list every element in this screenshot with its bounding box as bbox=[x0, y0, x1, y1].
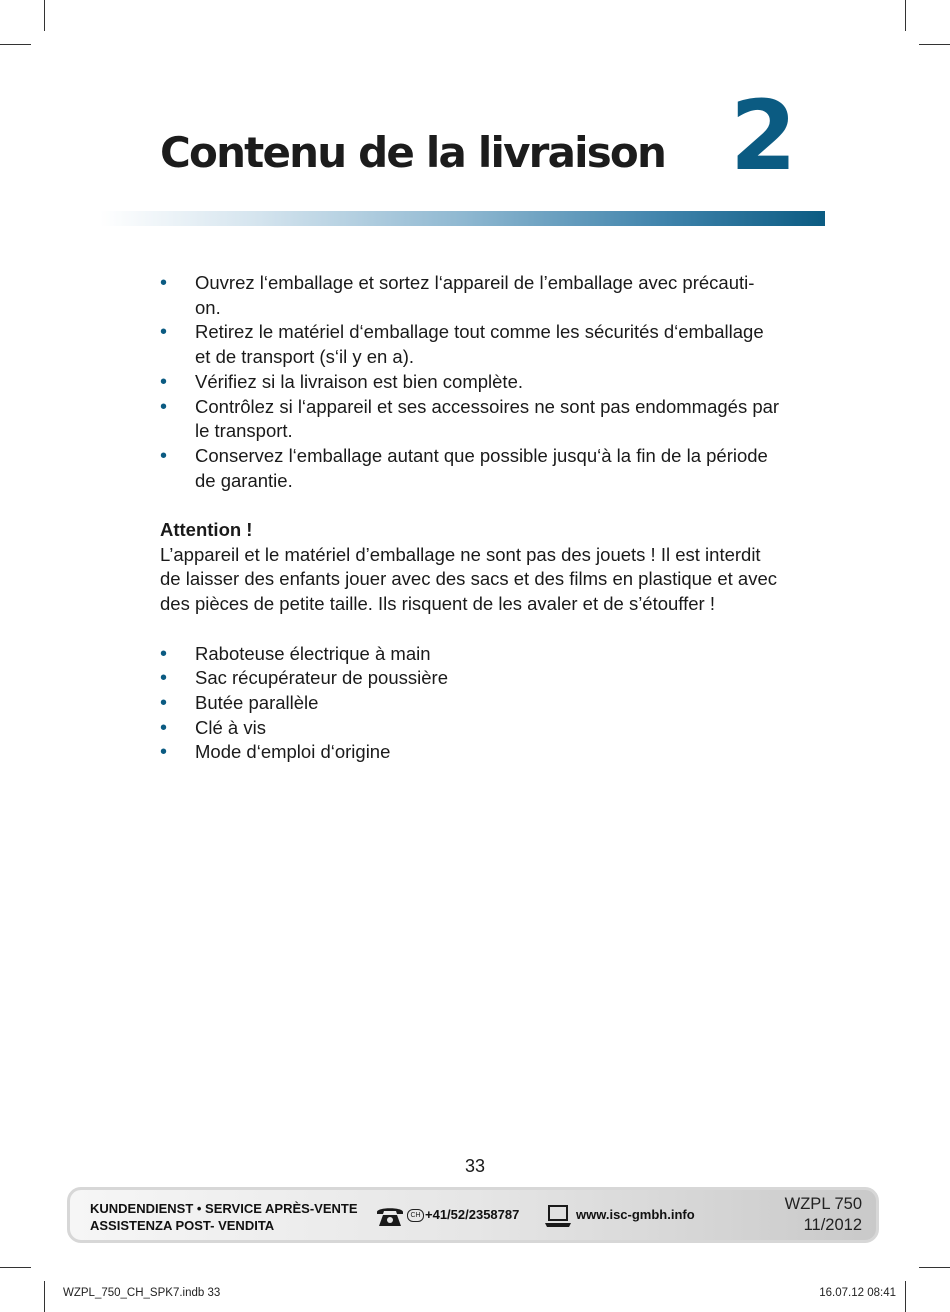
list-item: • Mode d‘emploi d‘origine bbox=[160, 740, 800, 765]
crop-mark bbox=[905, 0, 906, 31]
unpacking-steps-list bbox=[160, 271, 800, 493]
list-item bbox=[160, 271, 800, 320]
attention-heading: Attention ! bbox=[160, 519, 253, 541]
attention-line: L’appareil et le matériel d’emballage ne sont pas des jouets ! Il est interdit bbox=[160, 543, 761, 565]
crop-mark bbox=[0, 44, 31, 45]
service-line: KUNDENDIENST • SERVICE APRÈS-VENTE bbox=[90, 1201, 358, 1216]
title-gradient-bar bbox=[100, 211, 825, 226]
list-item-line: le transport. bbox=[195, 420, 293, 442]
print-slug-timestamp: 16.07.12 08:41 bbox=[819, 1287, 896, 1299]
chapter-title: Contenu de la livraison bbox=[160, 128, 666, 177]
laptop-icon bbox=[544, 1204, 572, 1228]
print-slug-file: WZPL_750_CH_SPK7.indb 33 bbox=[63, 1287, 221, 1299]
list-item-line: Retirez le matériel d‘emballage tout comme les sécurités d‘emballage bbox=[195, 321, 764, 343]
list-item bbox=[160, 395, 800, 444]
attention-text bbox=[160, 543, 800, 617]
list-item: • Raboteuse électrique à main bbox=[160, 642, 800, 667]
list-item-line: Contrôlez si l‘appareil et ses accessoires ne sont pas endommagés par bbox=[195, 395, 780, 417]
telephone-icon bbox=[375, 1204, 405, 1228]
list-item: • Sac récupérateur de poussière bbox=[160, 666, 800, 691]
spacer bbox=[160, 617, 800, 642]
crop-mark bbox=[919, 44, 950, 45]
list-item bbox=[160, 370, 800, 395]
crop-mark bbox=[44, 1281, 45, 1312]
crop-mark bbox=[0, 1267, 31, 1268]
list-item-line: et de transport (s‘il y en a). bbox=[195, 346, 415, 368]
service-line: ASSISTENZA POST- VENDITA bbox=[90, 1218, 275, 1233]
chapter-number: 2 bbox=[730, 80, 795, 192]
list-item-line: on. bbox=[195, 296, 221, 318]
list-item-line: Ouvrez l‘emballage et sortez l‘appareil de l’emballage avec précauti- bbox=[195, 272, 755, 293]
service-label bbox=[90, 1200, 357, 1234]
list-item-line: Vérifiez si la livraison est bien complète. bbox=[195, 370, 524, 392]
attention-line: des pièces de petite taille. Ils risquent de les avaler et de s’étouffer ! bbox=[160, 593, 715, 615]
delivery-items-list bbox=[160, 642, 800, 766]
list-item-line: de garantie. bbox=[195, 469, 293, 491]
list-item-line: Conservez l‘emballage autant que possible jusqu‘à la fin de la période bbox=[195, 444, 768, 466]
list-item bbox=[160, 320, 800, 369]
main-content bbox=[160, 271, 800, 765]
phone-number: +41/52/2358787 bbox=[425, 1207, 520, 1222]
spacer bbox=[160, 493, 800, 518]
country-code-badge: CH bbox=[407, 1209, 424, 1222]
list-item: • Butée parallèle bbox=[160, 691, 800, 716]
model-name: WZPL 750 bbox=[784, 1195, 862, 1213]
list-item: • Clé à vis bbox=[160, 716, 800, 741]
attention-line: de laisser des enfants jouer avec des sacs et des films en plastique et avec bbox=[160, 568, 778, 590]
website-link[interactable]: www.isc-gmbh.info bbox=[576, 1207, 695, 1222]
service-footer bbox=[67, 1187, 879, 1243]
model-date: 11/2012 bbox=[803, 1216, 862, 1234]
page-number: 33 bbox=[464, 1156, 486, 1176]
list-item bbox=[160, 444, 800, 493]
crop-mark bbox=[905, 1281, 906, 1312]
crop-mark bbox=[44, 0, 45, 31]
model-info bbox=[785, 1194, 862, 1236]
crop-mark bbox=[919, 1267, 950, 1268]
